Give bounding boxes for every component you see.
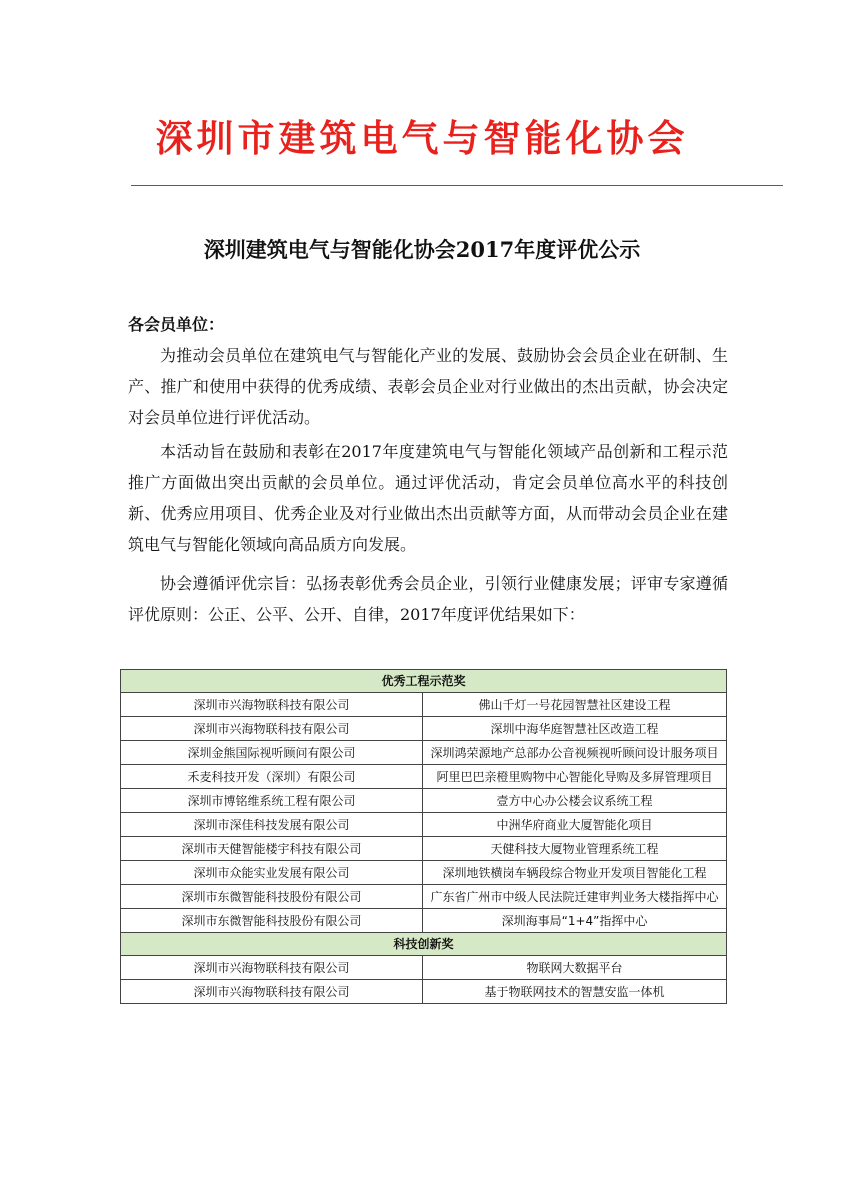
table-row <box>121 885 727 909</box>
table-row <box>121 837 727 861</box>
section-title: 科技创新奖 <box>121 933 727 956</box>
project-cell: 壹方中心办公楼会议系统工程 <box>423 789 727 813</box>
table-row <box>121 980 727 1004</box>
section-title: 优秀工程示范奖 <box>121 670 727 693</box>
company-cell: 深圳金熊国际视听顾问有限公司 <box>121 741 423 765</box>
project-cell: 阿里巴巴亲橙里购物中心智能化导购及多屏管理项目 <box>423 765 727 789</box>
project-cell: 佛山千灯一号花园智慧社区建设工程 <box>423 693 727 717</box>
project-cell: 深圳鸿荣源地产总部办公音视频视听顾问设计服务项目 <box>423 741 727 765</box>
company-cell: 深圳市兴海物联科技有限公司 <box>121 693 423 717</box>
company-cell: 深圳市兴海物联科技有限公司 <box>121 980 423 1004</box>
project-cell: 天健科技大厦物业管理系统工程 <box>423 837 727 861</box>
paragraph-principles: 协会遵循评优宗旨：弘扬表彰优秀会员企业，引领行业健康发展；评审专家遵循评优原则：公正、公平、公开、自律，2017年度评优结果如下： <box>128 574 728 624</box>
project-cell: 物联网大数据平台 <box>423 956 727 980</box>
table-row <box>121 717 727 741</box>
project-cell: 中洲华府商业大厦智能化项目 <box>423 813 727 837</box>
company-cell: 深圳市东微智能科技股份有限公司 <box>121 885 423 909</box>
company-cell: 深圳市天健智能楼宇科技有限公司 <box>121 837 423 861</box>
project-cell: 深圳中海华庭智慧社区改造工程 <box>423 717 727 741</box>
company-cell: 深圳市博铭维系统工程有限公司 <box>121 789 423 813</box>
company-cell: 深圳市兴海物联科技有限公司 <box>121 717 423 741</box>
company-cell: 深圳市众能实业发展有限公司 <box>121 861 423 885</box>
company-cell: 深圳市兴海物联科技有限公司 <box>121 956 423 980</box>
document-title: 深圳建筑电气与智能化协会2017年度评优公示 <box>203 237 641 262</box>
project-cell: 广东省广州市中级人民法院迁建审判业务大楼指挥中心 <box>423 885 727 909</box>
table-row <box>121 861 727 885</box>
letterhead: 深圳市建筑电气与智能化协会 <box>155 117 689 160</box>
section-header-row <box>121 933 727 956</box>
paragraph-purpose: 本活动旨在鼓励和表彰在2017年度建筑电气与智能化领域产品创新和工程示范推广方面做出突出贡献的会员单位。通过评优活动，肯定会员单位高水平的科技创新、优秀应用项目、优秀企业及对行业做出杰出贡献等方面，从而带动会员企业在建筑电气与智能化领域向高品质方向发展。 <box>128 442 728 554</box>
paragraph-intro: 为推动会员单位在建筑电气与智能化产业的发展、鼓励协会会员企业在研制、生产、推广和使用中获得的优秀成绩、表彰会员企业对行业做出的杰出贡献，协会决定对会员单位进行评优活动。 <box>128 346 728 427</box>
section-header-row <box>121 670 727 693</box>
table-row <box>121 765 727 789</box>
project-cell: 深圳海事局“1+4”指挥中心 <box>423 909 727 933</box>
project-cell: 深圳地铁横岗车辆段综合物业开发项目智能化工程 <box>423 861 727 885</box>
project-cell: 基于物联网技术的智慧安监一体机 <box>423 980 727 1004</box>
table-row <box>121 909 727 933</box>
company-cell: 禾麦科技开发（深圳）有限公司 <box>121 765 423 789</box>
salutation: 各会员单位： <box>128 315 225 334</box>
table-row <box>121 693 727 717</box>
table-row <box>121 956 727 980</box>
table-row <box>121 813 727 837</box>
table-row <box>121 789 727 813</box>
company-cell: 深圳市东微智能科技股份有限公司 <box>121 909 423 933</box>
awards-table <box>120 669 727 1004</box>
company-cell: 深圳市深佳科技发展有限公司 <box>121 813 423 837</box>
letterhead-divider <box>131 185 783 186</box>
table-row <box>121 741 727 765</box>
